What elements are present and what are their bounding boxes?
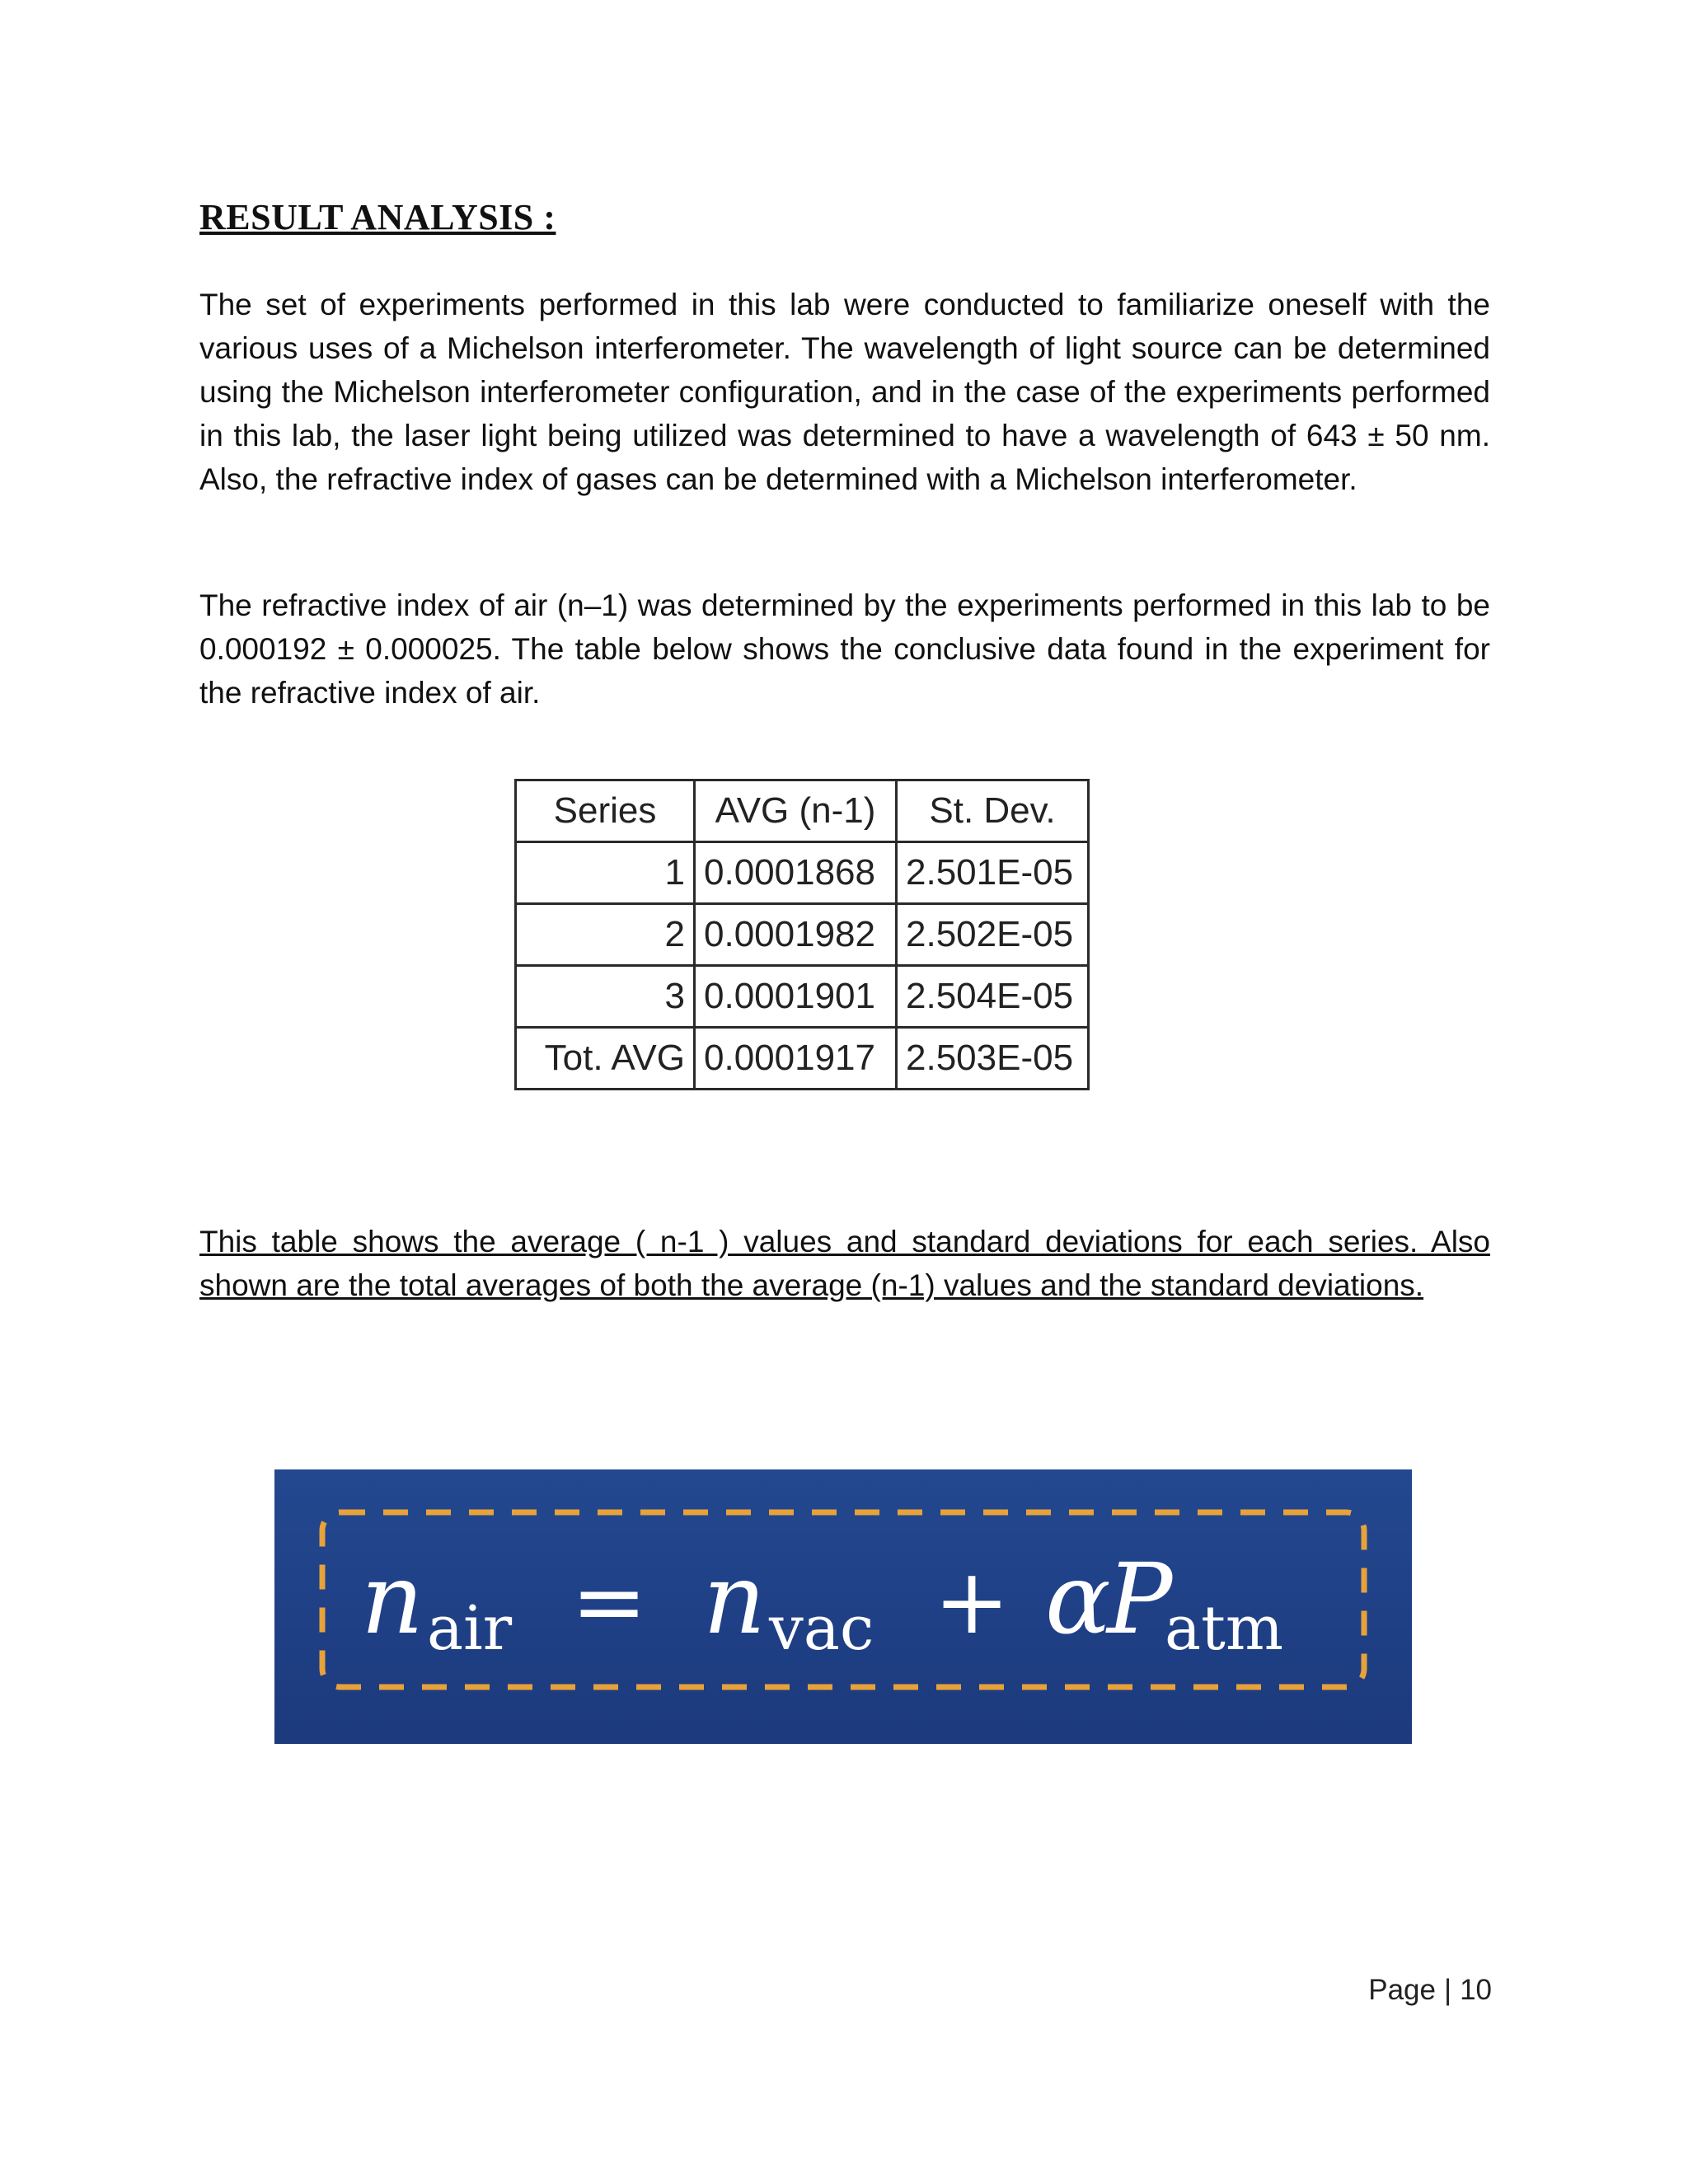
cell-series: 3	[516, 966, 695, 1028]
page-label: Page	[1368, 1974, 1436, 2006]
results-table-image	[514, 779, 1090, 1090]
equation-image	[274, 1469, 1412, 1744]
cell-stdev: 2.501E-05	[897, 842, 1089, 904]
cell-avg: 0.0001917	[695, 1028, 897, 1090]
eq-sub-vac: vac	[769, 1593, 874, 1664]
cell-series: 2	[516, 904, 695, 966]
table-row	[516, 1028, 1089, 1090]
results-table	[514, 779, 1090, 1090]
eq-alpha: α	[1045, 1542, 1111, 1656]
cell-avg: 0.0001868	[695, 842, 897, 904]
eq-n-air: n	[361, 1542, 424, 1656]
cell-series: Tot. AVG	[516, 1028, 695, 1090]
table-row	[516, 966, 1089, 1028]
eq-sub-air: air	[427, 1593, 513, 1664]
eq-sub-atm: atm	[1165, 1593, 1284, 1664]
cell-series: 1	[516, 842, 695, 904]
header-avg: AVG (n-1)	[695, 780, 897, 842]
cell-stdev: 2.502E-05	[897, 904, 1089, 966]
table-caption: This table shows the average ( n-1 ) values and standard deviations for each series. Also shown are the total averages of both the average (n-1) values and the standard deviations.	[199, 1225, 1490, 1302]
eq-p: P	[1107, 1542, 1173, 1656]
page-footer	[1368, 1974, 1492, 2007]
cell-stdev: 2.503E-05	[897, 1028, 1089, 1090]
paragraph-intro: The set of experiments performed in this lab were conducted to familiarize oneself with the various uses of a Michelson interferometer. The wavelength of light source can be determined using the Michelson interferometer configuration, and in the case of the experiments performed in this lab, the laser light being utilized was determined to have a wavelength of 643 ± 50 nm. Also, the refractive index of gases can be determined with a Michelson interferometer.	[199, 288, 1490, 496]
eq-equals: =	[571, 1549, 648, 1654]
table-row	[516, 904, 1089, 966]
paragraph-refractive-index: The refractive index of air (n–1) was determined by the experiments performed in this lab to be 0.000192 ± 0.000025. The table below shows the conclusive data found in the experiment for the refractive index of air.	[199, 588, 1490, 710]
equation-figure	[274, 1469, 1412, 1744]
eq-n-vac: n	[703, 1542, 766, 1656]
page-number: 10	[1460, 1974, 1492, 2006]
page-separator: |	[1443, 1974, 1452, 2006]
table-row	[516, 842, 1089, 904]
section-heading: RESULT ANALYSIS :	[199, 197, 556, 237]
header-stdev: St. Dev.	[897, 780, 1089, 842]
eq-plus: +	[934, 1549, 1010, 1654]
header-series: Series	[516, 780, 695, 842]
cell-stdev: 2.504E-05	[897, 966, 1089, 1028]
cell-avg: 0.0001901	[695, 966, 897, 1028]
cell-avg: 0.0001982	[695, 904, 897, 966]
table-header-row	[516, 780, 1089, 842]
